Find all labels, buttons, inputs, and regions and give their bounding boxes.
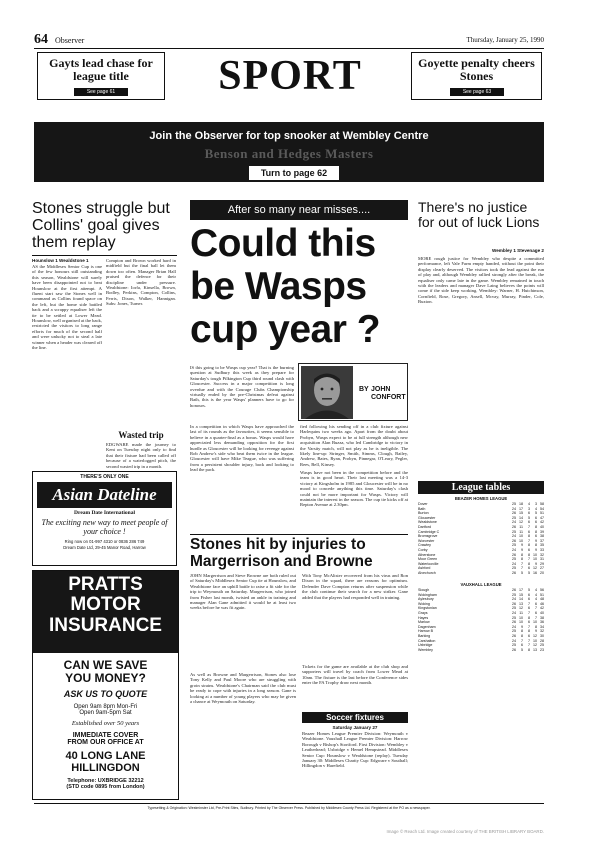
league-stat-cell: 26 [512, 538, 516, 543]
banner-event: Benson and Hedges Masters [204, 146, 374, 161]
pratts-header [33, 571, 178, 653]
league-stat-cell: 24 [512, 520, 516, 525]
league-stat-cell: 25 [512, 643, 516, 648]
stones-body-left: AS the Middlesex Senior Cup is one of the few honours still outstanding this season, Wealdstone will surely have been disappointed not to beat Hounslow at the first attempt. A fluent start saw the Stones well in command as Collins found space on the left, but the home side battled back and a scrappy equaliser left the tie to be settled at Lower Mead. Hounslow, well organised at the back, restricted the visitors to long range efforts for much of the second half and were unlucky not to steal a late winner when a header was cleared off the line. [32, 264, 102, 351]
league-stat-cell: 10 [533, 552, 537, 557]
pratts-address1: 40 LONG LANE [65, 750, 146, 762]
stones-rule [32, 255, 177, 256]
league-stat-cell: 8 [535, 543, 537, 548]
league-stat-cell: 26 [512, 511, 516, 516]
league-stat-cell: 32 [540, 552, 544, 557]
league-team-name: Slough [418, 588, 430, 592]
league-team-name: Grays [418, 610, 428, 615]
league-stat-cell: 13 [533, 647, 537, 652]
league-stat-cell: 7 [521, 561, 523, 566]
league-team-name: Dover [418, 502, 428, 506]
league-stat-cell: 39 [540, 529, 544, 534]
footer-credit: Image © Reach Ltd. Image created courtesy of THE BRITISH LIBRARY BOARD. [386, 829, 544, 834]
pratts-immediate2: FROM OUR OFFICE AT [67, 739, 144, 746]
league-stat-cell: 25 [512, 566, 516, 571]
lions-byline: Wembley 1 Stevenage 2 [491, 248, 544, 253]
pratts-hours-week: Open 9am 8pm Mon-Fri [73, 704, 138, 710]
league-stat-cell: 9 [535, 547, 537, 552]
league-stat-cell: 10 [519, 615, 523, 620]
pratts-std-code: (STD code 0895 from London) [66, 784, 145, 790]
league-stat-cell: 12 [533, 566, 537, 571]
wasps-headline: Could this be Wasps cup year ? [190, 222, 381, 351]
league-stat-cell: 3 [528, 506, 530, 511]
league-stat-cell: 10 [519, 538, 523, 543]
league-stat-cell: 26 [512, 620, 516, 625]
pratts-telephone: Telephone: UXBRIDGE 32212 [67, 778, 144, 784]
masthead-date: Thursday, January 25, 1990 [466, 36, 544, 44]
center-divider [190, 534, 408, 535]
league-team-name: Worcester [418, 538, 435, 543]
league-stat-cell: 26 [512, 588, 516, 592]
league-stat-cell: 6 [528, 566, 530, 571]
injuries-body-1: JOHN Margerrison and Steve Browne are both ruled out of Saturday's Middlesex Senior Cup tie at Hounslow, and Wealdstone face an uphill battle to raise a fit side for the trip to Weymouth on Saturday. Margerrison, who joined from Fisher last month, twisted an ankle in training and manager Alan Gane admitted it would be at least two weeks before he was fit again. [190, 573, 296, 611]
league-stat-cell: 26 [512, 570, 516, 575]
league-stat-cell: 25 [540, 643, 544, 648]
league-stat-cell: 33 [540, 547, 544, 552]
league-stat-cell: 8 [535, 524, 537, 529]
league-team-name: Alvechurch [418, 570, 436, 575]
league-team-name: Atherstone [418, 552, 436, 557]
league-stat-cell: 6 [535, 515, 537, 520]
injuries-body-4: Tickets for the game are available at the club shop and supporters will travel by coach from Lower Mead at 10am. The fixture is the last before the Conference sides enter the FA Trophy draw next month. [302, 664, 408, 686]
teaser-right-ref: See page 63 [450, 88, 504, 96]
league-stat-cell: 31 [540, 557, 544, 562]
league-stat-cell: 6 [521, 643, 523, 648]
masthead-rule [34, 48, 544, 49]
league-stat-cell: 7 [528, 643, 530, 648]
fixtures-date: Saturday January 27 [332, 725, 378, 730]
league-stat-cell: 12 [533, 633, 537, 638]
teaser-right-headline: Goyette penalty cheers Stones [418, 56, 535, 83]
league-stat-cell: 14 [519, 515, 523, 520]
league-stat-cell: 8 [535, 529, 537, 534]
league-tables-bar [418, 481, 544, 494]
league-team-name: Crawley [418, 543, 431, 548]
league-stat-cell: 11 [519, 524, 523, 529]
league-team-name: Woking [418, 601, 430, 606]
league-team-name: Corby [418, 547, 428, 552]
league-team-name: Hayes [418, 615, 429, 620]
teaser-left [37, 52, 165, 100]
league-table-row [418, 571, 544, 576]
league-team-name: Dartford [418, 524, 431, 529]
league-team-name: Carshalton [418, 638, 436, 643]
league-stat-cell: 8 [528, 647, 530, 652]
league-stat-cell: 6 [535, 520, 537, 525]
league-stat-cell: 6 [528, 529, 530, 534]
lions-headline: There's no justice for out of luck Lions [418, 199, 540, 230]
league-team-name: Wokingham [418, 592, 437, 597]
fixtures-body: Beazer Homes League Premier Division: Weymouth v Wealdstone. Vauxhall League Premier Division: Harrow Borough v Bishop's Stortford. First Division: Wembley v Leatherhead; Uxbridge v Hemel Hempstead. Middlesex Senior Cup: Hounslow v Wealdstone (replay). Tuesday January 30: Middlesex Charity Cup: Edgware v Southall; Hillingdon v Harefield. [302, 731, 408, 769]
league-stat-cell: 6 [528, 633, 530, 638]
league-stat-cell: 14 [519, 597, 523, 602]
league-team-name: Kingstonian [418, 606, 437, 611]
league-stat-cell: 51 [540, 511, 544, 516]
ad-pratts-insurance [32, 570, 179, 800]
league-stat-cell: 28 [540, 638, 544, 643]
league-stat-cell: 38 [540, 534, 544, 539]
league-team-name: Moor Green [418, 557, 438, 562]
injuries-body-2: As well as Browne and Margerrison, Stones also lose Tony Kelly and Paul Moore who are struggling with groin strains. Wealdstone's Chairman said the club must be ready to cope with injuries in a long season. Gane is looking at a number of young players who may be given a chance at Weymouth on Saturday. [190, 672, 296, 705]
ad-asian-dateline [32, 471, 177, 566]
pratts-line2: MOTOR [70, 594, 141, 615]
league-stat-cell: 37 [540, 538, 544, 543]
league-stat-cell: 8 [528, 552, 530, 557]
dateline-address: Dream Date Ltd, 29-45 Manor Road, Harrow [63, 545, 146, 550]
league-stat-cell: 8 [521, 629, 523, 634]
league-stat-cell: 5 [528, 515, 530, 520]
league-stat-cell: 26 [512, 524, 516, 529]
league-stat-cell: 4 [535, 588, 537, 592]
league-stat-cell: 25 [512, 502, 516, 506]
league-stat-cell: 7 [528, 638, 530, 643]
league-stat-cell: 12 [533, 643, 537, 648]
league-stat-cell: 8 [528, 561, 530, 566]
league-stat-cell: 4 [535, 592, 537, 597]
league-stat-cell: 8 [521, 633, 523, 638]
league-team-name: Uxbridge [418, 643, 433, 648]
dateline-agency: Dream Date International [74, 510, 135, 516]
stones-body-right: Compton and Brown worked hard in midfield but the final ball let them down too often. Manager Brian Hall praised the defence for their discipline under pressure. Wealdstone: Iorfa, Kinsella, Brown, Bodley, Perkins, Compton, Collins, Ferris, Dixon, Walker, Hannigan. Subs: Jones, Turner. [106, 258, 176, 307]
masthead-paper-name: Observer [55, 36, 85, 45]
league-team-name: Barking [418, 633, 431, 638]
league-team-name: Marlow [418, 620, 430, 625]
banner-headline: Join the Observer for top snooker at Wembley Centre [149, 130, 429, 142]
league-stat-cell: 24 [512, 610, 516, 615]
league-stat-cell: 9 [535, 561, 537, 566]
league-stat-cell: 17 [519, 588, 523, 592]
league-stat-cell: 38 [540, 615, 544, 620]
league-stat-cell: 25 [512, 529, 516, 534]
league-tables-title: League tables [451, 482, 511, 493]
league-team-name: Wealdstone [418, 520, 437, 525]
pratts-immediate1: IMMEDIATE COVER [72, 732, 139, 739]
league-stat-cell: 10 [533, 620, 537, 625]
league-stat-cell: 6 [528, 520, 530, 525]
pratts-address2: HILLINGDON [71, 762, 140, 774]
wasps-kicker: After so many near misses.... [227, 204, 371, 216]
teaser-right [411, 52, 542, 100]
league-stat-cell: 58 [540, 502, 544, 506]
pratts-line1: PRATTS [68, 574, 143, 595]
dateline-brand: Asian Dateline [52, 485, 157, 504]
league-stat-cell: 29 [540, 561, 544, 566]
league-section-1: BEAZER HOMES LEAGUE [454, 496, 508, 501]
teaser-left-headline: Gayts lead chase for league title [49, 56, 153, 83]
league-stat-cell: 7 [528, 601, 530, 606]
league-section-2: VAUXHALL LEAGUE [460, 582, 502, 587]
pratts-q1: CAN WE SAVE [63, 658, 148, 672]
league-stat-cell: 32 [540, 629, 544, 634]
league-team-name: Dagenham [418, 624, 436, 629]
league-stat-cell: 24 [512, 597, 516, 602]
league-stat-cell: 25 [512, 592, 516, 597]
league-team-name: Harrow B [418, 629, 433, 634]
league-stat-cell: 25 [512, 606, 516, 611]
stones-body-trip: EDGWARE made the journey to Kent on Tuesday night only to find that their fixture had been called off because of a waterlogged pitch, the second wasted trip in a month. [106, 442, 176, 469]
league-stat-cell: 56 [540, 588, 544, 592]
league-stat-cell: 26 [512, 552, 516, 557]
league-stat-cell: 6 [528, 547, 530, 552]
league-stat-cell: 15 [519, 511, 523, 516]
league-stat-cell: 40 [540, 610, 544, 615]
league-stat-cell: 7 [535, 606, 537, 611]
league-stat-cell: 34 [540, 624, 544, 629]
league-stat-cell: 6 [528, 606, 530, 611]
league-stat-cell: 11 [519, 610, 523, 615]
pratts-cta: ASK US TO QUOTE [63, 689, 148, 699]
league-stat-cell: 6 [535, 610, 537, 615]
league-table-1 [418, 502, 544, 576]
league-stat-cell: 9 [535, 629, 537, 634]
league-stat-cell: 4 [528, 502, 530, 506]
league-stat-cell: 8 [528, 615, 530, 620]
league-stat-cell: 5 [521, 647, 523, 652]
teaser-left-ref: See page 61 [74, 88, 128, 96]
league-stat-cell: 7 [528, 524, 530, 529]
league-stat-cell: 7 [528, 557, 530, 562]
league-stat-cell: 8 [528, 534, 530, 539]
league-stat-cell: 5 [521, 570, 523, 575]
league-stat-cell: 30 [540, 633, 544, 638]
league-team-name: Gloucester [418, 515, 436, 520]
league-stat-cell: 25 [512, 615, 516, 620]
league-stat-cell: 51 [540, 592, 544, 597]
league-stat-cell: 8 [535, 624, 537, 629]
league-stat-cell: 23 [540, 647, 544, 652]
league-table-2 [418, 588, 544, 652]
league-stat-cell: 5 [528, 588, 530, 592]
league-stat-cell: 46 [540, 601, 544, 606]
league-stat-cell: 7 [528, 538, 530, 543]
banner-turn-to: Turn to page 62 [249, 166, 339, 180]
league-stat-cell: 8 [521, 557, 523, 562]
league-team-name: Waterlooville [418, 561, 439, 566]
snooker-banner [34, 122, 544, 182]
footer-rule [34, 803, 544, 804]
league-stat-cell: 24 [512, 534, 516, 539]
league-team-name: Bromsgrove [418, 534, 438, 539]
league-stat-cell: 9 [535, 538, 537, 543]
league-stat-cell: 7 [528, 610, 530, 615]
league-stat-cell: 25 [512, 515, 516, 520]
league-stat-cell: 4 [535, 597, 537, 602]
league-stat-cell: 25 [512, 543, 516, 548]
league-stat-cell: 8 [521, 552, 523, 557]
league-stat-cell: 6 [535, 534, 537, 539]
league-team-name: Bath [418, 506, 426, 511]
league-stat-cell: 47 [540, 515, 544, 520]
page-number: 64 [34, 32, 48, 47]
author-byline-box [298, 363, 408, 421]
league-table-row [418, 648, 544, 653]
league-stat-cell: 24 [512, 624, 516, 629]
league-stat-cell: 6 [535, 601, 537, 606]
league-stat-cell: 7 [528, 624, 530, 629]
league-stat-cell: 25 [512, 557, 516, 562]
league-stat-cell: 6 [528, 620, 530, 625]
league-stat-cell: 42 [540, 606, 544, 611]
byline-prefix: BY [359, 386, 369, 393]
league-stat-cell: 27 [540, 566, 544, 571]
league-stat-cell: 42 [540, 520, 544, 525]
league-stat-cell: 7 [521, 638, 523, 643]
league-stat-cell: 40 [540, 524, 544, 529]
league-stat-cell: 24 [512, 561, 516, 566]
league-stat-cell: 10 [533, 557, 537, 562]
author-photo [301, 366, 353, 419]
league-stat-cell: 8 [528, 629, 530, 634]
league-stat-cell: 11 [519, 529, 523, 534]
league-stat-cell: 7 [535, 615, 537, 620]
league-stat-cell: 5 [528, 570, 530, 575]
league-stat-cell: 15 [519, 592, 523, 597]
league-stat-cell: 35 [540, 543, 544, 548]
fixtures-bar [302, 712, 408, 723]
wasps-body-2: In a competition in which Wasps have approached the last of its rounds as the favourites, it seems sensible to believe in a quarter-final as a bonus. Wasps would have appreciated less demanding opposition for the first hurdle as Gloucester will be looking for revenge against Rob Andrew's side who beat them twice in the league. Gloucester will have Mike Teague, who was suffering from a persistent shoulder injury, back and looking to lead the pack. [190, 424, 294, 473]
league-stat-cell: 7 [521, 566, 523, 571]
league-stat-cell: 6 [528, 592, 530, 597]
wasps-body-1: IS this going to be Wasps cup year? That is the burning question at Sudbury this week as they prepare for Saturday's tough Pilkington Cup third round clash with Gloucester. Success in a major competition is long overdue and with the Courage Clubs Championship virtually ended by the pre-Christmas defeat against Bath, this is the year Wasps' planners have to go for honours. [190, 365, 294, 408]
league-stat-cell: 8 [528, 543, 530, 548]
league-stat-cell: 6 [528, 511, 530, 516]
dateline-logo [37, 482, 172, 508]
league-team-name: Wembley [418, 647, 433, 652]
league-stat-cell: 12 [519, 520, 523, 525]
league-team-name: Ashford [418, 566, 431, 571]
league-stat-cell: 13 [519, 601, 523, 606]
league-stat-cell: 18 [519, 502, 523, 506]
byline-name: JOHN CONFORT [371, 386, 406, 401]
stones-subhead: Wasted trip [118, 430, 164, 440]
league-stat-cell: 24 [512, 506, 516, 511]
league-stat-cell: 26 [512, 601, 516, 606]
league-stat-cell: 24 [512, 547, 516, 552]
league-stat-cell: 17 [519, 506, 523, 511]
league-stat-cell: 10 [533, 638, 537, 643]
league-stat-cell: 10 [519, 534, 523, 539]
dateline-kicker: THERE'S ONLY ONE [80, 474, 129, 480]
league-stat-cell: 3 [535, 502, 537, 506]
fixtures-title: Soccer fixtures [326, 713, 384, 722]
dateline-phone: Ring now on 01-997 4310 or 0836 286 749 [64, 539, 145, 544]
league-team-name: Aylesbury [418, 597, 434, 602]
league-stat-cell: 9 [521, 543, 523, 548]
injuries-body-3: With Tony McAlister recovered from his virus and Ron Dixon in the squad, there are reasons for optimism. Defender Dave Compton returns after suspension while the club continue their search for a new striker. Gane added that the players had responded well in training. [302, 573, 408, 600]
league-stat-cell: 10 [519, 620, 523, 625]
league-stat-cell: 26 [512, 633, 516, 638]
league-team-name: Burton [418, 511, 429, 516]
league-stat-cell: 54 [540, 506, 544, 511]
league-stat-cell: 12 [519, 606, 523, 611]
pratts-line3: INSURANCE [49, 615, 162, 636]
lions-body: MORE rough justice for Wembley who despite a committed performance, left Vale Farm empty handed, without the point their display clearly deserved. The visitors took the lead against the run of play and, although Wembley rallied strongly after the break, the equaliser only came late in the game. Wembley remained in touch with the leaders and manager Dave Laing believes the points will come if the side keep working. Wembley: Warner, H. Hutchinson, Cornfield, Rose, Gregory, Ansell, Mcvay, Murray, Pinder, Cole, Buxton. [418, 256, 544, 305]
footer-imprint: Typesetting & Origination: Westminster Ltd, Pre-Print Sites, Sudbury. Printed by The Observer Press. Published by Middlesex County Press Ltd. Registered at the PO as a newspaper. [147, 806, 431, 810]
league-stat-cell: 25 [512, 629, 516, 634]
pratts-hours-sat: Open 9am-5pm Sat [79, 710, 132, 716]
league-stat-cell: 36 [540, 620, 544, 625]
wasps-kicker-bar [190, 200, 408, 220]
stones-headline: Stones struggle but Collins' goal gives them replay [32, 200, 170, 251]
league-team-name: Cambridge C [418, 529, 440, 534]
league-stat-cell: 9 [521, 547, 523, 552]
wasps-body-4: Wasps have not been in the competition before and the team is in good heart. Their last meeting was a 14-3 victory at Kingsholm in 1985 and Gloucester will be in no mood to concede anything this time. Saturday's clash could not be more important for Wasps. Victory will maintain the interest in the season. The cup tie kicks off at Repton Avenue at 2.30pm. [300, 470, 408, 508]
stones-byline: Hounslow 1 Wealdstone 1 [32, 258, 89, 263]
league-stat-cell: 26 [512, 647, 516, 652]
league-stat-cell: 4 [535, 506, 537, 511]
league-stat-cell: 16 [533, 570, 537, 575]
league-stat-cell: 6 [528, 597, 530, 602]
section-title: SPORT [218, 53, 362, 99]
dateline-slogan: The exciting new way to meet people of your choice ! [41, 518, 168, 536]
league-stat-cell: 48 [540, 597, 544, 602]
injuries-headline: Stones hit by injuries to Margerrison and Browne [190, 536, 373, 570]
pratts-established: Established over 50 years [71, 720, 140, 727]
league-stat-cell: 9 [521, 624, 523, 629]
league-stat-cell: 20 [540, 570, 544, 575]
pratts-q2: YOU MONEY? [65, 671, 146, 685]
league-stat-cell: 5 [535, 511, 537, 516]
wasps-body-3: fied following his sending off in a club fixture against Harlequins two weeks ago. Apart from the doubt about Probyn, Wasps expect to be at full strength although new acquisition Alan Buzza, who led Cambridge to victory in the Varsity match, will not play as he is ineligible. The likely line-up: Stringer, Smith, Simms, Clough, Bailey, Andrew, Bates, Ryan, Probyn, Pinnegar, O'Leary, Pegler, Rees, Bell, Kinsey. [300, 424, 408, 467]
league-stat-cell: 24 [512, 638, 516, 643]
